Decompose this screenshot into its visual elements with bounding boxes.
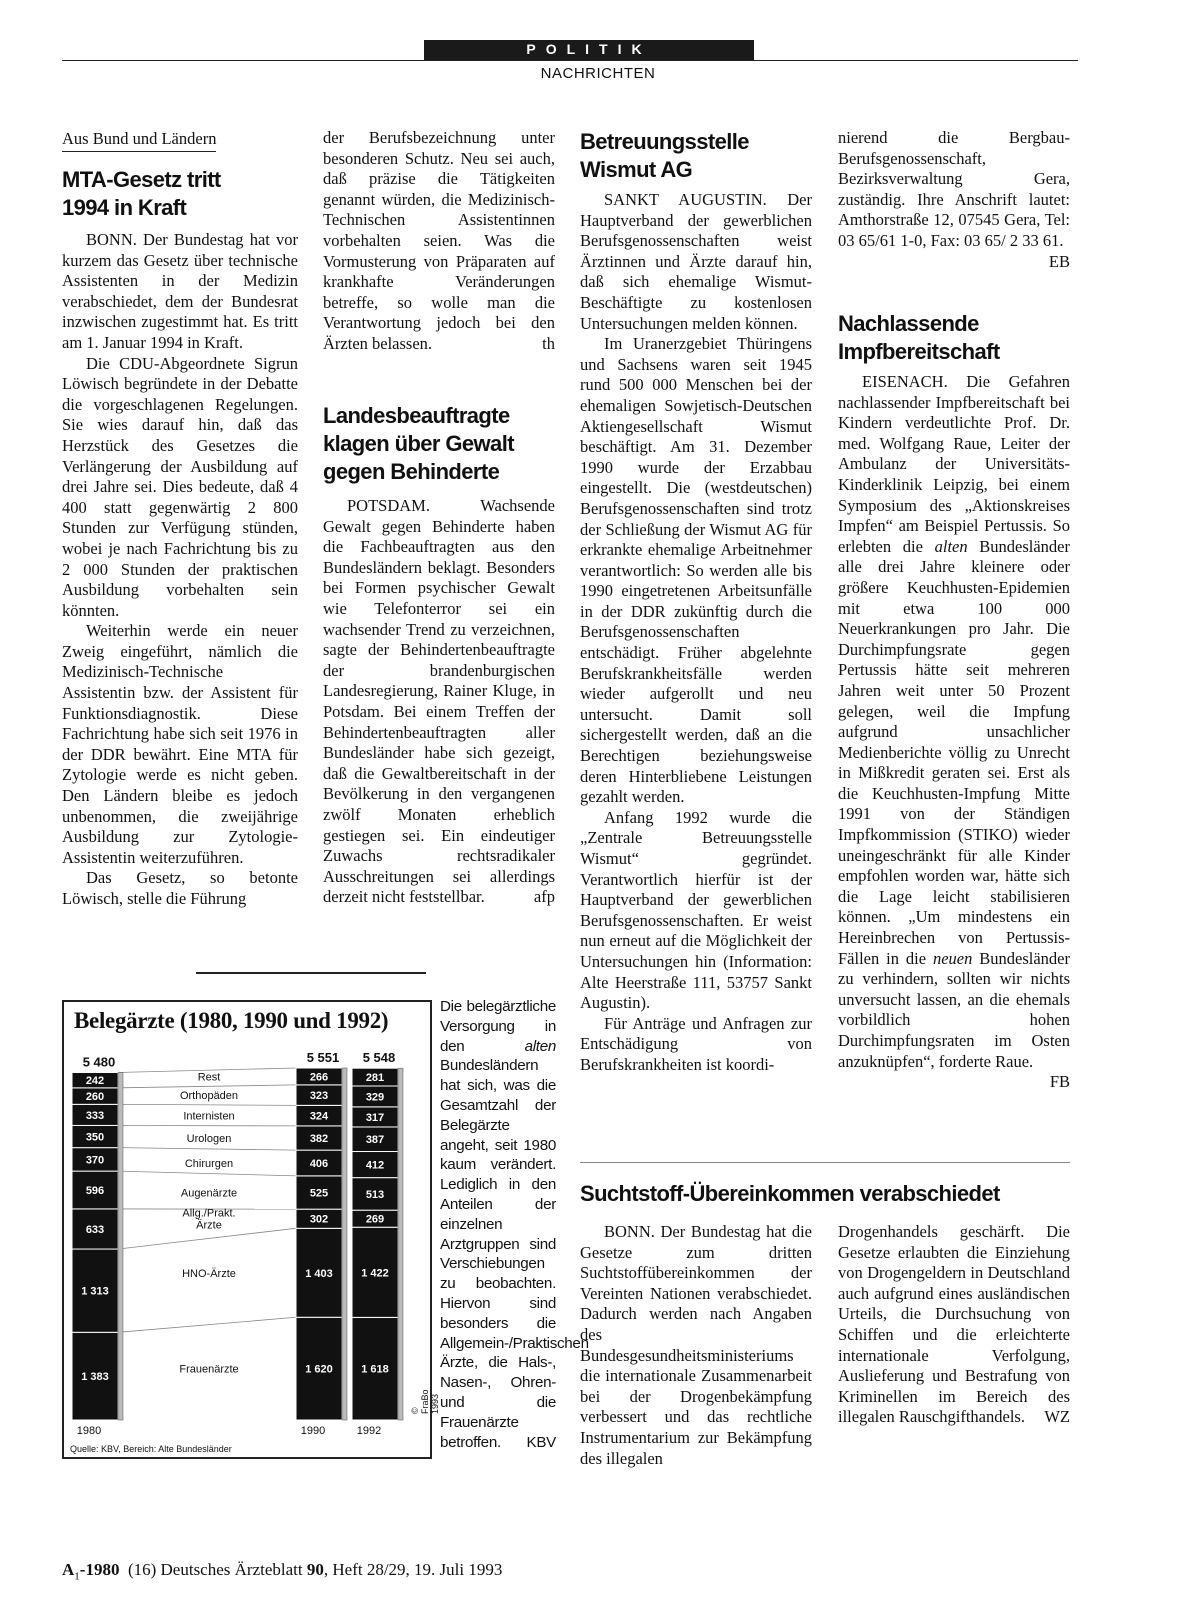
footer-volume: 90 xyxy=(306,1560,324,1579)
paragraph: SANKT AUGUSTIN. Der Hauptverband der gewerblichen Berufsgenossenschaften weist Ärztinnen und Ärzte darauf hin, daß sich ehemalige Wismut-Beschäftigte zu kostenlosen Untersuchungen melden können. xyxy=(580,190,812,333)
data-label: 1 383 xyxy=(81,1371,109,1384)
chart-rule xyxy=(196,972,426,974)
paragraph: BONN. Der Bundestag hat die Gesetze zum dritten Suchtstoffübereinkommen der Vereinten Nationen verabschiedet. Dadurch werden nach Angaben des Bundesgesundheitsministeriums die internationale Zusammenarbeit bei der Drogenbekämpfung verbessert und das rechtliche Instrumentarium zur Bekämpfung des illegalen xyxy=(580,1222,812,1468)
connector-line xyxy=(118,1085,296,1088)
data-label: 596 xyxy=(85,1185,105,1198)
total-label: 5 480 xyxy=(82,1054,116,1070)
data-label: 1 620 xyxy=(305,1363,333,1376)
paragraph-emphasis: alten xyxy=(934,536,968,556)
data-label: 323 xyxy=(309,1090,329,1103)
paragraph: Weiterhin werde ein neuer Zweig eingeführt, nämlich die Medizinisch-Technische Assistentin bzw. der Assistent für Funktionsdiagnostik. Diese Fachrichtung habe sich seit 1976 in der DDR bewährt. Eine MTA für Zytologie werde es nicht geben. Den Ländern bleibe es jedoch unbenommen, die zweijährige Ausbildung zur Zytologie-Assistentin weiterzuführen. xyxy=(62,621,298,867)
connector-line xyxy=(118,1171,296,1176)
article-gewalt xyxy=(323,402,555,908)
article-sucht-col2 xyxy=(838,1222,1070,1428)
connector-line xyxy=(118,1104,296,1105)
paragraph-text: nierend die Bergbau-Berufsgenossenschaft, Bezirksverwaltung Gera, zuständig. Ihre Anschrift lautet: Amthorstraße 12, 07545 Gera, Tel: 03 65/61 1-0, Fax: 03 65/ 2 33 61. xyxy=(838,128,1070,250)
headline-line: gegen Behinderte xyxy=(323,459,500,484)
signature: FB xyxy=(1049,1072,1070,1092)
data-label: 317 xyxy=(365,1111,385,1124)
signature: afp xyxy=(533,887,555,907)
data-label: 260 xyxy=(85,1091,105,1104)
folio-number: -1980 xyxy=(79,1560,120,1579)
data-label: 525 xyxy=(309,1187,329,1200)
series-label: Urologen xyxy=(186,1133,232,1146)
paragraph-text: POTSDAM. Wachsende Gewalt gegen Behinderte haben die Fachbeauftragten aus den Bundesländern beklagt. Besonders bei Formen psychischer Gewalt wie Telefonterror sei ein wachsender Trend zu verzeichnen, sagte der Behindertenbeauftragte der brandenburgischen Landesregierung, Rainer Kluge, in Potsdam. Bei einem Treffen der Behindertenbeauftragten aller Bundesländer habe sich gezeigt, daß die Gewaltbereitschaft in der Bevölkerung in den vergangenen zwölf Monaten erheblich gestiegen sei. Ein eindeutiger Zuwachs rechtsradikaler Ausschreitungen sei allerdings derzeit nicht feststellbar. xyxy=(323,496,555,907)
data-label: 1 618 xyxy=(361,1363,389,1376)
footer-text: (16) Deutsches Ärzteblatt xyxy=(127,1560,303,1579)
signature: th xyxy=(542,333,555,353)
page-footer xyxy=(62,1560,502,1582)
total-label: 5 548 xyxy=(362,1050,396,1066)
signature: EB xyxy=(1048,251,1070,271)
folio: A xyxy=(62,1560,75,1579)
data-label: 329 xyxy=(365,1091,385,1104)
headline-gewalt xyxy=(323,402,555,486)
data-label: 1 422 xyxy=(361,1267,389,1280)
paragraph: Die CDU-Abgeordnete Sigrun Löwisch begründete in der Debatte die vorgeschlagenen Regelungen. Sie wies darauf hin, daß das Herzstück des Gesetzes die Verlängerung der Ausbildung auf drei Jahre sei. Dies bedeute, daß 4 400 statt gegenwärtig 2 800 Stunden zur Verfügung stünden, wobei je nach Fachrichtung bis zu 2 000 Stunden der praktischen Ausbildung vorbehalten sein könnten. xyxy=(62,353,298,620)
headline-line: Wismut AG xyxy=(580,157,693,182)
signature: KBV xyxy=(526,1433,556,1451)
chart-belegaerzte xyxy=(62,1000,440,1459)
series-label: Rest xyxy=(197,1071,221,1084)
data-label: 633 xyxy=(85,1223,105,1236)
data-label: 370 xyxy=(85,1154,105,1167)
header-rule xyxy=(62,60,1078,61)
paragraph: Anfang 1992 wurde die „Zentrale Betreuungsstelle Wismut“ gegründet. Verantwortlich hierfür ist der Hauptverband der gewerblichen Berufsgenossenschaften. Er weist nun erneut auf die Möglichkeit der Untersuchungen hin (Information: Alte Heerstraße 111, 53757 Sankt Augustin). xyxy=(580,807,812,1013)
paragraph: Das Gesetz, so betonte Löwisch, stelle die Führung xyxy=(62,868,298,908)
total-label: 5 551 xyxy=(306,1050,340,1065)
connector-line xyxy=(118,1317,296,1332)
footer-issue: , Heft 28/29, 19. Juli 1993 xyxy=(323,1560,503,1579)
series-label: Chirurgen xyxy=(184,1157,234,1170)
folio-sub: 1 xyxy=(74,1570,80,1583)
headline-line: Impfbereitschaft xyxy=(838,339,1000,364)
article-mta-continued xyxy=(323,128,555,355)
paragraph-text: Bundesländer zu verhindern, sollten wir nichts unversucht lassen, an die ehemals vorbildlich hohen Durchimpfungsraten im Osten anzuknüpfen“, forderte Raue. xyxy=(838,948,1070,1071)
headline-mta xyxy=(62,166,298,222)
data-label: 1 313 xyxy=(81,1285,109,1298)
series-label: Frauenärzte xyxy=(179,1363,239,1376)
data-label: 1 403 xyxy=(305,1267,333,1280)
data-label: 382 xyxy=(309,1133,329,1146)
bar-side xyxy=(398,1068,403,1420)
data-label: 333 xyxy=(85,1109,105,1122)
data-label: 324 xyxy=(309,1110,329,1123)
paragraph xyxy=(838,372,1070,1092)
headline-line: MTA-Gesetz tritt xyxy=(62,167,221,192)
article-wismut-continued xyxy=(838,128,1070,272)
series-label: Allg./Prakt. xyxy=(182,1207,236,1220)
series-label: Augenärzte xyxy=(180,1187,238,1200)
paragraph-text: EISENACH. Die Gefahren nachlassender Impfbereitschaft bei Kindern verdeutlichte Prof. Dr. med. Wolfgang Raue, Leiter der Ambulanz der Universitäts-Kinderklinik Leipzig, bei einem Symposium des „Aktionskreises Impfen“ am Beispiel Pertussis. So erlebten die xyxy=(838,372,1070,556)
headline-line: Betreuungsstelle xyxy=(580,129,749,154)
data-label: 513 xyxy=(365,1188,385,1201)
section-rubric: POLITIK xyxy=(424,40,754,60)
headline-sucht: Suchtstoff-Übereinkommen verabschiedet xyxy=(580,1181,1000,1206)
caption-text: Die belegärztliche Versorgung in den xyxy=(440,998,556,1055)
category-label: 1990 xyxy=(300,1425,326,1437)
headline-line: 1994 in Kraft xyxy=(62,195,187,220)
paragraph-text: der Berufsbezeichnung unter besonderen Schutz. Neu sei auch, daß präzise die Tätigkeiten genannt würden, die Medizinisch-Technischen Assistentinnen vorbehalten seien. Was die Vormusterung von Präparaten auf krankhafte Veränderungen betreffe, so wolle man die Verantwortung jedoch bei den Ärzten belassen. xyxy=(323,128,555,353)
caption-text: Bundesländern hat sich, was die Gesamtzahl der Belegärzte angeht, seit 1980 kaum verändert. Lediglich in den Anteilen der einzelnen Arztgruppen sind Verschiebungen zu beobachten. Hiervon sind besonders die Allgemein-/Praktischen Ärzte, die Hals-, Nasen-, Ohren- und die Frauenärzte betroffen. xyxy=(440,1057,589,1451)
chart-credit: © FraBo 1993 xyxy=(410,1389,440,1414)
chart-caption xyxy=(440,997,589,1452)
paragraph xyxy=(323,496,555,908)
article-mta xyxy=(62,128,298,910)
series-label: Orthopäden xyxy=(179,1090,239,1103)
bar-side xyxy=(342,1068,347,1420)
data-label: 266 xyxy=(309,1071,329,1084)
paragraph: Für Anträge und Anfragen zur Entschädigung von Berufskrankheiten ist koordi- xyxy=(580,1013,812,1074)
article-impf xyxy=(838,310,1070,1093)
bar-side xyxy=(118,1073,123,1420)
paragraph-emphasis: neuen xyxy=(932,948,973,968)
series-label: Internisten xyxy=(183,1110,235,1123)
paragraph xyxy=(838,1222,1070,1428)
data-label: 350 xyxy=(85,1131,105,1144)
paragraph-text: Bundesländer alle drei Jahre kleinere oder größere Keuchhusten-Epidemien mit etwa 100 000 Neuerkrankungen pro Jahr. Die Durchimpfungsrate gegen Pertussis hätte seit mehreren Jahren weit unter 50 Prozent gelegen, weil die Impfung aufgrund unsachlicher Medienberichte völlig zu Unrecht in Mißkredit geraten sei. Erst als die Keuchhusten-Impfung Mitte 1991 von der Ständigen Impfkommission (STIKO) wieder uneingeschränkt für alle Kinder empfohlen worden war, hätte sich die Lage leicht stabilisieren können. „Um mindestens ein Hereinbrechen von Pertussis-Fällen in die xyxy=(838,536,1070,968)
headline-line: Landesbeauftragte xyxy=(323,403,510,428)
chart-canvas xyxy=(64,1002,430,1457)
data-label: 412 xyxy=(365,1159,385,1172)
headline-impf xyxy=(838,310,1070,366)
headline-line: klagen über Gewalt xyxy=(323,431,514,456)
data-label: 387 xyxy=(365,1134,385,1147)
section-rule xyxy=(580,1162,1070,1163)
chart-source: Quelle: KBV, Bereich: Alte Bundesländer xyxy=(70,1444,232,1454)
data-label: 269 xyxy=(365,1213,385,1226)
series-label: HNO-Ärzte xyxy=(182,1267,236,1280)
connector-line xyxy=(118,1148,296,1150)
article-sucht-col1 xyxy=(580,1222,812,1469)
headline-wismut xyxy=(580,128,812,184)
article-wismut xyxy=(580,128,812,1076)
data-label: 406 xyxy=(309,1157,329,1170)
data-label: 302 xyxy=(309,1213,329,1226)
data-label: 242 xyxy=(85,1075,105,1088)
paragraph: BONN. Der Bundestag hat vor kurzem das Gesetz über technische Assistenten in der Medizin verabschiedet, dem der Bundesrat inzwischen zugestimmt hat. Es tritt am 1. Januar 1994 in Kraft. xyxy=(62,230,298,352)
data-label: 281 xyxy=(365,1072,385,1085)
paragraph xyxy=(838,128,1070,271)
paragraph xyxy=(323,128,555,355)
paragraph: Im Uranerzgebiet Thüringens und Sachsens waren seit 1945 rund 500 000 Menschen bei der ehemaligen Sowjetisch-Deutschen Aktiengesellschaft Wismut beschäftigt. Am 31. Dezember 1990 wurde der Erzabbau eingestellt. Die (westdeutschen) Berufsgenossenschaften sind trotz der Schließung der Wismut AG für erkrankte ehemalige Arbeitnehmer verantwortlich: So werden alle bis 1990 eingetretenen Arbeitsunfälle in der DDR zukünftig durch die Berufsgenossenschaften entschädigt. Früher abgelehnte Berufskrankheitsfälle werden wieder aufgerollt und neu untersucht. Damit soll sichergestellt werden, daß an die Berechtigen beziehungsweise deren Hinterbliebene Leistungen gezahlt werden. xyxy=(580,334,812,807)
headline-line: Nachlassende xyxy=(838,311,979,336)
signature: WZ xyxy=(1044,1407,1070,1427)
series-label: Ärzte xyxy=(196,1219,222,1232)
category-label: 1992 xyxy=(356,1425,382,1437)
caption-emphasis: alten xyxy=(524,1037,556,1055)
chart-title: Belegärzte (1980, 1990 und 1992) xyxy=(74,1008,389,1033)
category-label: 1980 xyxy=(76,1425,102,1437)
paragraph-text: Drogenhandels geschärft. Die Gesetze erlaubten die Einziehung von Drogengeldern in Deutschland auch aufgrund eines ausländischen Urteils, die Durchsuchung von Schiffen und die erleichterte internationale Verfolgung, Auslieferung und Bestrafung von Kriminellen im Bereich des illegalen Rauschgifthandels. xyxy=(838,1222,1070,1427)
kicker: Aus Bund und Ländern xyxy=(62,128,216,152)
subsection-label: NACHRICHTEN xyxy=(540,65,656,82)
